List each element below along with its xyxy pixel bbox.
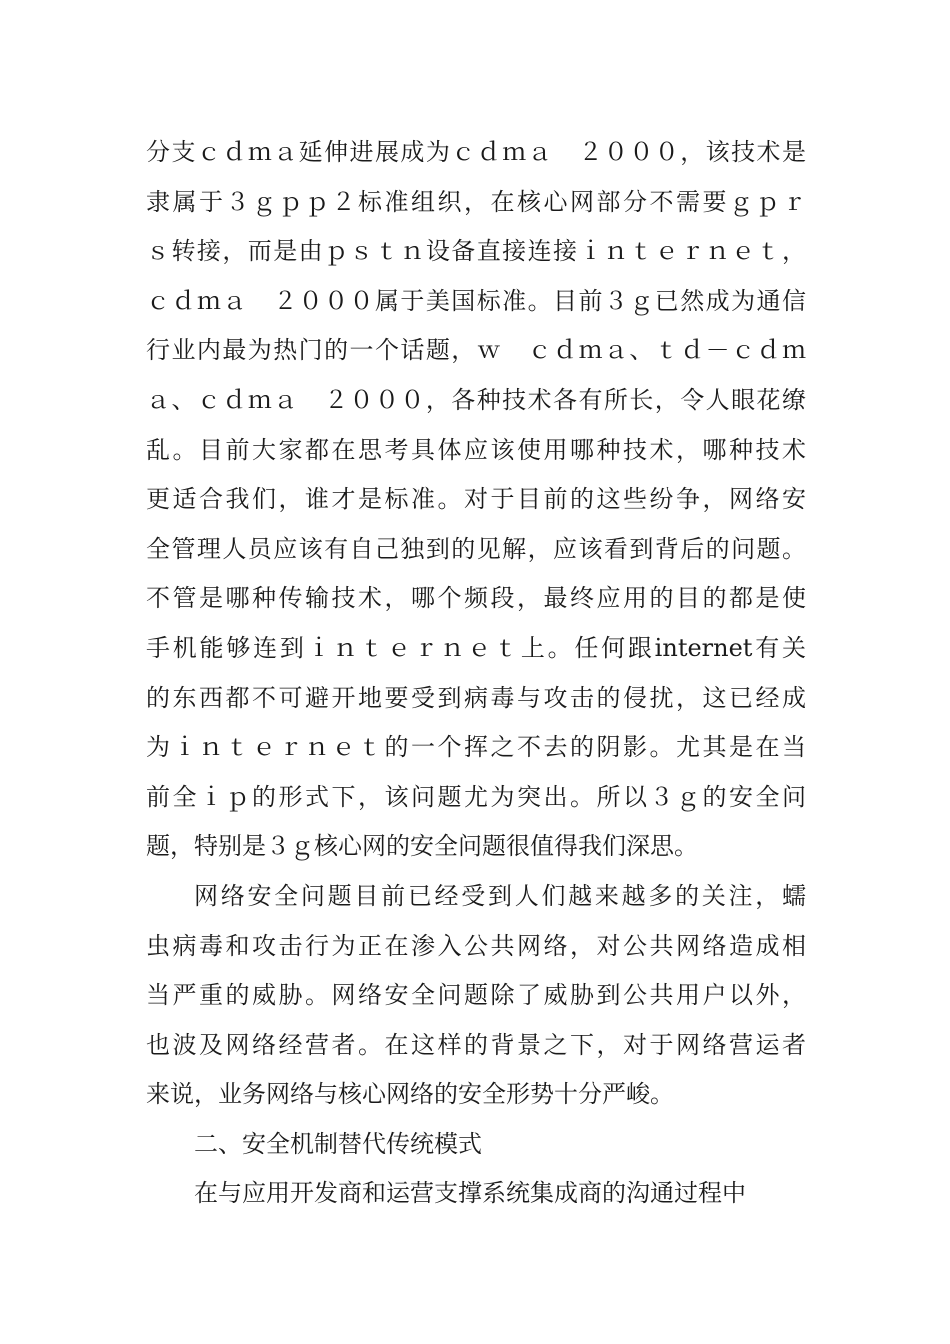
- paragraph-3g-standards: [146, 128, 806, 872]
- text-line: 行业内最为热门的一个话题，ｗ ｃｄｍａ、ｔｄ－ｃｄｍ: [146, 336, 806, 365]
- text-line: 题，特别是３ｇ核心网的安全问题很值得我们深思。: [146, 832, 698, 861]
- text-line: 隶属于３ｇｐｐ２标准组织，在核心网部分不需要ｇｐｒ: [146, 187, 806, 216]
- text-line: 当严重的威胁。网络安全问题除了威胁到公共用户以外，: [146, 981, 806, 1010]
- text-line: 也波及网络经营者。在这样的背景之下，对于网络营运者: [146, 1030, 806, 1059]
- paragraph-network-security: [146, 872, 806, 1120]
- text-line: 网络安全问题目前已经受到人们越来越多的关注，蠕: [194, 881, 806, 910]
- section-heading-2: [146, 1120, 806, 1170]
- text-line: 虫病毒和攻击行为正在渗入公共网络，对公共网络造成相: [146, 931, 806, 960]
- text-line: 来说，业务网络与核心网络的安全形势十分严峻。: [146, 1080, 674, 1109]
- text-line: 在与应用开发商和运营支撑系统集成商的沟通过程中: [194, 1179, 746, 1208]
- text-line: ａ、ｃｄｍａ ２０００，各种技术各有所长，令人眼花缭: [146, 385, 806, 414]
- text-line: 手机能够连到ｉｎｔｅｒｎｅｔ上。任何跟internet有关: [146, 633, 806, 662]
- text-line: 不管是哪种传输技术，哪个频段，最终应用的目的都是使: [146, 584, 806, 613]
- text-line: 二、安全机制替代传统模式: [194, 1129, 482, 1158]
- text-line: ｓ转接，而是由ｐｓｔｎ设备直接连接ｉｎｔｅｒｎｅｔ，: [146, 237, 806, 266]
- text-line: 全管理人员应该有自己独到的见解，应该看到背后的问题。: [146, 534, 806, 563]
- paragraph-developers: [146, 1169, 806, 1219]
- text-line: 前全ｉｐ的形式下，该问题尤为突出。所以３ｇ的安全问: [146, 782, 806, 811]
- text-line: ｃｄｍａ ２０００属于美国标准。目前３ｇ已然成为通信: [146, 286, 806, 315]
- document-body: [146, 128, 806, 1219]
- text-line: 乱。目前大家都在思考具体应该使用哪种技术，哪种技术: [146, 435, 806, 464]
- text-line: 为ｉｎｔｅｒｎｅｔ的一个挥之不去的阴影。尤其是在当: [146, 733, 806, 762]
- text-line: 分支ｃｄｍａ延伸进展成为ｃｄｍａ ２０００，该技术是: [146, 138, 806, 166]
- text-line: 更适合我们，谁才是标准。对于目前的这些纷争，网络安: [146, 485, 806, 514]
- text-line: 的东西都不可避开地要受到病毒与攻击的侵扰，这已经成: [146, 683, 806, 712]
